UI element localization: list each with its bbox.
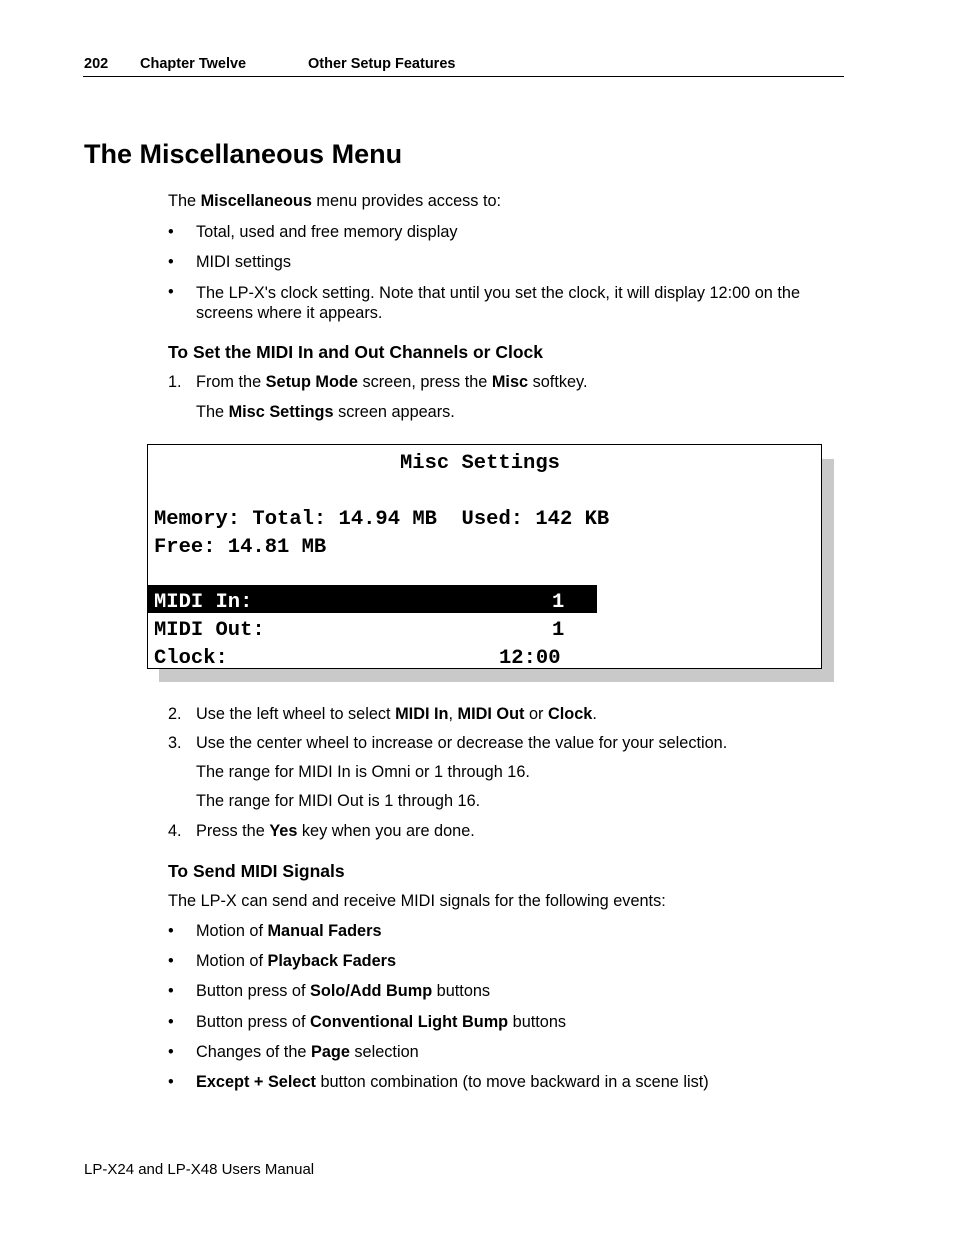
bullet-icon: • [168, 1013, 174, 1031]
clock-label: Clock: [154, 647, 228, 669]
bullet-icon: • [168, 1043, 174, 1061]
midi-out-label: MIDI Out: [154, 619, 265, 642]
step-1-result: The Misc Settings screen appears. [196, 403, 455, 421]
memory-line: Memory: Total: 14.94 MB Used: 142 KB [154, 508, 610, 531]
midi-in-label: MIDI In: [154, 591, 253, 614]
intro-paragraph: The Miscellaneous menu provides access to: [168, 192, 502, 210]
page-number: 202 [84, 56, 109, 72]
misc-settings-screen [147, 444, 822, 669]
midi-out-value: 1 [552, 619, 565, 642]
midi-in-range-note: The range for MIDI In is Omni or 1 through 16. [196, 763, 530, 781]
page-footer: LP-X24 and LP-X48 Users Manual [84, 1161, 315, 1178]
bullet-icon: • [168, 982, 174, 1000]
bullet-icon: • [168, 922, 174, 940]
midi-in-value: 1 [552, 591, 565, 614]
bullet-icon: • [168, 223, 174, 241]
bullet-icon: • [168, 283, 174, 301]
bullet-icon: • [168, 1073, 174, 1091]
screen-title: Misc Settings [400, 452, 560, 475]
section-heading-send-midi: To Send MIDI Signals [168, 861, 345, 881]
section-label: Other Setup Features [308, 56, 456, 72]
clock-value: 12:00 [499, 647, 561, 669]
midi-out-range-note: The range for MIDI Out is 1 through 16. [196, 792, 481, 810]
section-heading-midi-channels: To Set the MIDI In and Out Channels or Clock [168, 342, 543, 362]
running-header [83, 55, 844, 77]
bullet-icon: • [168, 253, 174, 271]
chapter-label: Chapter Twelve [140, 56, 247, 72]
send-midi-intro: The LP-X can send and receive MIDI signals for the following events: [168, 892, 666, 910]
bullet-icon: • [168, 952, 174, 970]
page-title: The Miscellaneous Menu [84, 139, 403, 169]
free-memory-line: Free: 14.81 MB [154, 536, 327, 559]
